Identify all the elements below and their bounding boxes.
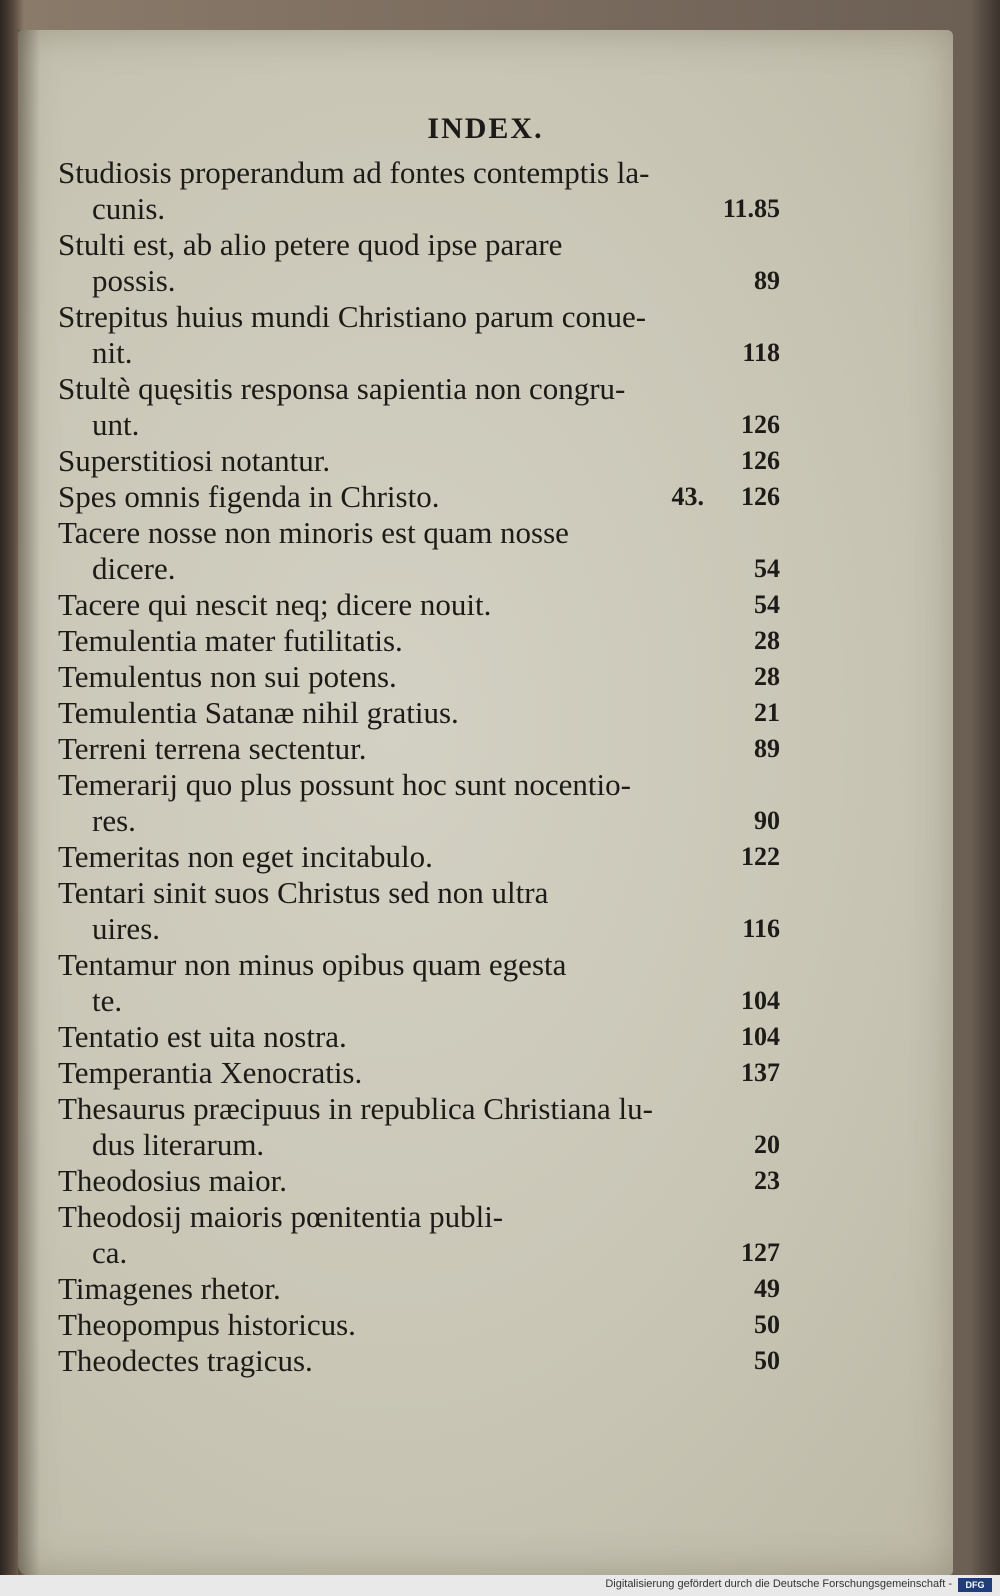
index-entry-line: [58, 443, 780, 479]
entry-page-number: 122: [741, 842, 780, 871]
entry-page-number: 127: [741, 1238, 780, 1267]
entry-page-number: 104: [741, 986, 780, 1015]
index-entry-line: [58, 155, 780, 191]
index-entry-line: [58, 1055, 780, 1091]
index-entry-line: [58, 911, 780, 947]
entry-page-number: 89: [754, 734, 780, 763]
entry-text: possis.: [92, 263, 176, 298]
entry-page-number: 50: [754, 1310, 780, 1339]
entry-page-number: 23: [754, 1166, 780, 1195]
entry-page-number: 126: [741, 446, 780, 475]
entry-page-number: 126: [741, 410, 780, 439]
entry-text: Timagenes rhetor.: [58, 1271, 281, 1306]
book-page: [18, 30, 953, 1575]
entry-page-number: 20: [754, 1130, 780, 1159]
entry-text: Theodectes tragicus.: [58, 1343, 313, 1378]
index-entry-line: [58, 1019, 780, 1055]
entry-text: unt.: [92, 407, 140, 442]
index-entry-line: [58, 551, 780, 587]
index-entry-line: [58, 407, 780, 443]
index-entry-line: [58, 1343, 780, 1379]
entry-page-number: 50: [754, 1346, 780, 1375]
entry-page-number: 137: [741, 1058, 780, 1087]
index-entry-line: [58, 1091, 780, 1127]
entry-page-number: 54: [754, 590, 780, 619]
index-entry-line: [58, 1235, 780, 1271]
index-entry-line: [58, 839, 780, 875]
entry-page-number: 90: [754, 806, 780, 835]
index-entry-line: [58, 875, 780, 911]
entry-text: te.: [92, 983, 123, 1018]
dfg-logo: DFG: [958, 1578, 992, 1592]
entry-text: Tentatio est uita nostra.: [58, 1019, 347, 1054]
entry-text: Terreni terrena sectentur.: [58, 731, 367, 766]
entry-text: Tacere nosse non minoris est quam nosse: [58, 515, 569, 550]
entry-page-number: 28: [754, 626, 780, 655]
entry-page-number: 118: [742, 338, 780, 367]
index-entry-line: [58, 767, 780, 803]
entry-text: res.: [92, 803, 136, 838]
entry-text: dus literarum.: [92, 1127, 265, 1162]
index-entry-line: [58, 227, 780, 263]
index-entry-line: [58, 299, 780, 335]
entry-text: Superstitiosi notantur.: [58, 443, 331, 478]
entry-text: Theodosius maior.: [58, 1163, 288, 1198]
index-entry-line: [58, 623, 780, 659]
entry-text: Thesaurus præcipuus in republica Christiana lu-: [58, 1091, 653, 1126]
index-entry-line: [58, 983, 780, 1019]
page-gutter-shadow: [18, 30, 40, 1575]
entry-text: Tentamur non minus opibus quam egesta: [58, 947, 567, 982]
index-entry-line: [58, 263, 780, 299]
entry-text: Temulentia Satanæ nihil gratius.: [58, 695, 459, 730]
digitization-footer: [0, 1575, 1000, 1596]
entry-page-number: 21: [754, 698, 780, 727]
entry-text: uires.: [92, 911, 161, 946]
index-entry-line: [58, 587, 780, 623]
entry-page-number: 54: [754, 554, 780, 583]
entry-text: Temeritas non eget incitabulo.: [58, 839, 433, 874]
index-entry-line: [58, 695, 780, 731]
entry-text: Temulentus non sui potens.: [58, 659, 397, 694]
entry-text: Temperantia Xenocratis.: [58, 1055, 363, 1090]
index-entry-line: [58, 515, 780, 551]
entry-text: Tentari sinit suos Christus sed non ultra: [58, 875, 549, 910]
entry-page-number: 116: [742, 914, 780, 943]
entry-text: dicere.: [92, 551, 176, 586]
entry-text: Stultè quęsitis responsa sapientia non congru-: [58, 371, 626, 406]
index-entry-line: [58, 1199, 780, 1235]
entry-text: Temerarij quo plus possunt hoc sunt nocentio-: [58, 767, 631, 802]
entry-page-number: 11.85: [722, 194, 780, 223]
entry-text: Tacere qui nescit neq; dicere nouit.: [58, 587, 492, 622]
entry-text: Theodosij maioris pœnitentia publi-: [58, 1199, 504, 1234]
index-entry-line: [58, 479, 780, 515]
index-entry-line: [58, 335, 780, 371]
entry-page-number: 28: [754, 662, 780, 691]
index-entry-line: [58, 371, 780, 407]
index-entry-line: [58, 731, 780, 767]
entry-page-number: 126: [741, 482, 780, 511]
entry-page-number: 49: [754, 1274, 780, 1303]
entry-text: Strepitus huius mundi Christiano parum conue-: [58, 299, 647, 334]
footer-credit: Digitalisierung gefördert durch die Deutsche Forschungsgemeinschaft -: [605, 1578, 952, 1590]
index-entry-line: [58, 803, 780, 839]
index-entry-line: [58, 1271, 780, 1307]
entry-text: ca.: [92, 1235, 128, 1270]
index-entry-line: [58, 659, 780, 695]
entry-text: nit.: [92, 335, 133, 370]
index-entry-line: [58, 191, 780, 227]
entry-text: cunis.: [92, 191, 166, 226]
entry-text: Temulentia mater futilitatis.: [58, 623, 403, 658]
index-entry-line: [58, 1307, 780, 1343]
entry-text: Spes omnis figenda in Christo.: [58, 479, 440, 514]
entry-page-number: 104: [741, 1022, 780, 1051]
entry-page-number: 89: [754, 266, 780, 295]
index-entry-line: [58, 947, 780, 983]
entry-text: Stulti est, ab alio petere quod ipse parare: [58, 227, 563, 262]
entry-text: Theopompus historicus.: [58, 1307, 356, 1342]
index-entry-line: [58, 1163, 780, 1199]
page-heading: INDEX.: [427, 112, 544, 145]
entry-text: Studiosis properandum ad fontes contemptis la-: [58, 155, 650, 190]
entry-alt-page-number: 43.: [671, 482, 704, 511]
index-entry-line: [58, 1127, 780, 1163]
index-entries: [58, 155, 780, 1379]
